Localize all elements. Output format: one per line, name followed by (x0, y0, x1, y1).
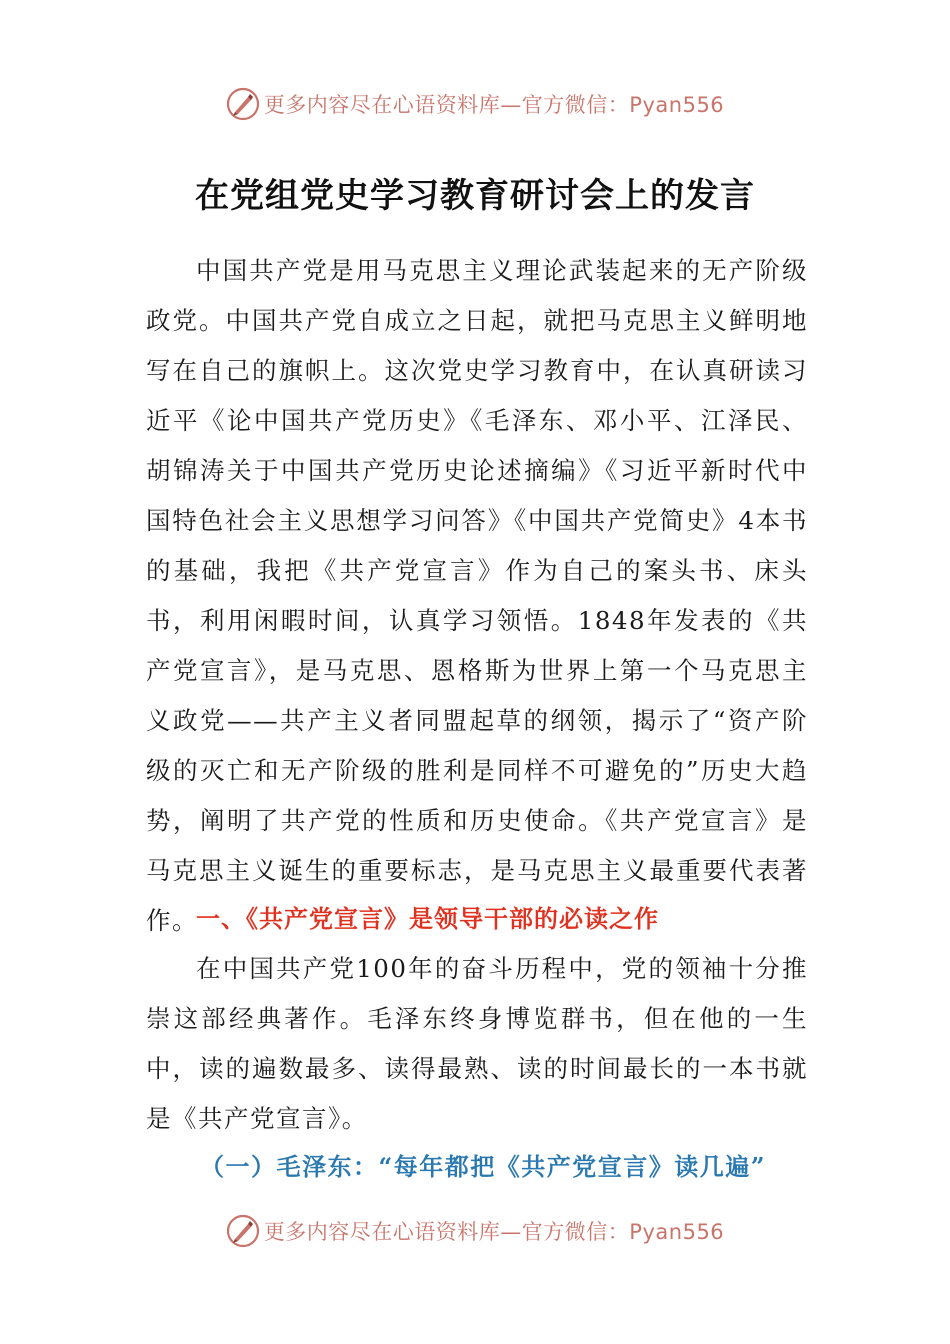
section-heading-1: 一、《共产党宣言》是领导干部的必读之作 (196, 905, 659, 933)
watermark-text: 更多内容尽在心语资料库—官方微信：Pyan556 (263, 1220, 725, 1244)
watermark-header (0, 84, 950, 124)
watermark-footer (0, 1211, 950, 1251)
pen-logo-icon (226, 1214, 260, 1248)
body-paragraph-1: 中国共产党是用马克思主义理论武装起来的无产阶级政党。中国共产党自成立之日起，就把马克思主义鲜明地写在自己的旗帜上。这次党史学习教育中，在认真研读习近平《论中国共产党历史》《毛泽东、邓小平、江泽民、胡锦涛关于中国共产党历史论述摘编》《习近平新时代中国特色社会主义思想学习问答》《中国共产党简史》4本书的基础，我把《共产党宣言》作为自己的案头书、床头书，利用闲暇时间，认真学习领悟。1848年发表的《共产党宣言》，是马克思、恩格斯为世界上第一个马克思主义政党——共产主义者同盟起草的纲领，揭示了“资产阶级的灭亡和无产阶级的胜利是同样不可避免的”历史大趋势，阐明了共产党的性质和历史使命。《共产党宣言》是马克思主义诞生的重要标志，是马克思主义最重要代表著作。 (146, 256, 808, 935)
document-title: 在党组党史学习教育研讨会上的发言 (195, 176, 755, 216)
watermark-text: 更多内容尽在心语资料库—官方微信：Pyan556 (263, 93, 725, 117)
subsection-heading-1: （一）毛泽东：“每年都把《共产党宣言》读几遍” (200, 1152, 767, 1181)
pen-logo-icon (226, 87, 260, 121)
body-paragraph-2: 在中国共产党100年的奋斗历程中，党的领袖十分推崇这部经典著作。毛泽东终身博览群书，但在他的一生中，读的遍数最多、读得最熟、读的时间最长的一本书就是《共产党宣言》。 (146, 954, 808, 1133)
